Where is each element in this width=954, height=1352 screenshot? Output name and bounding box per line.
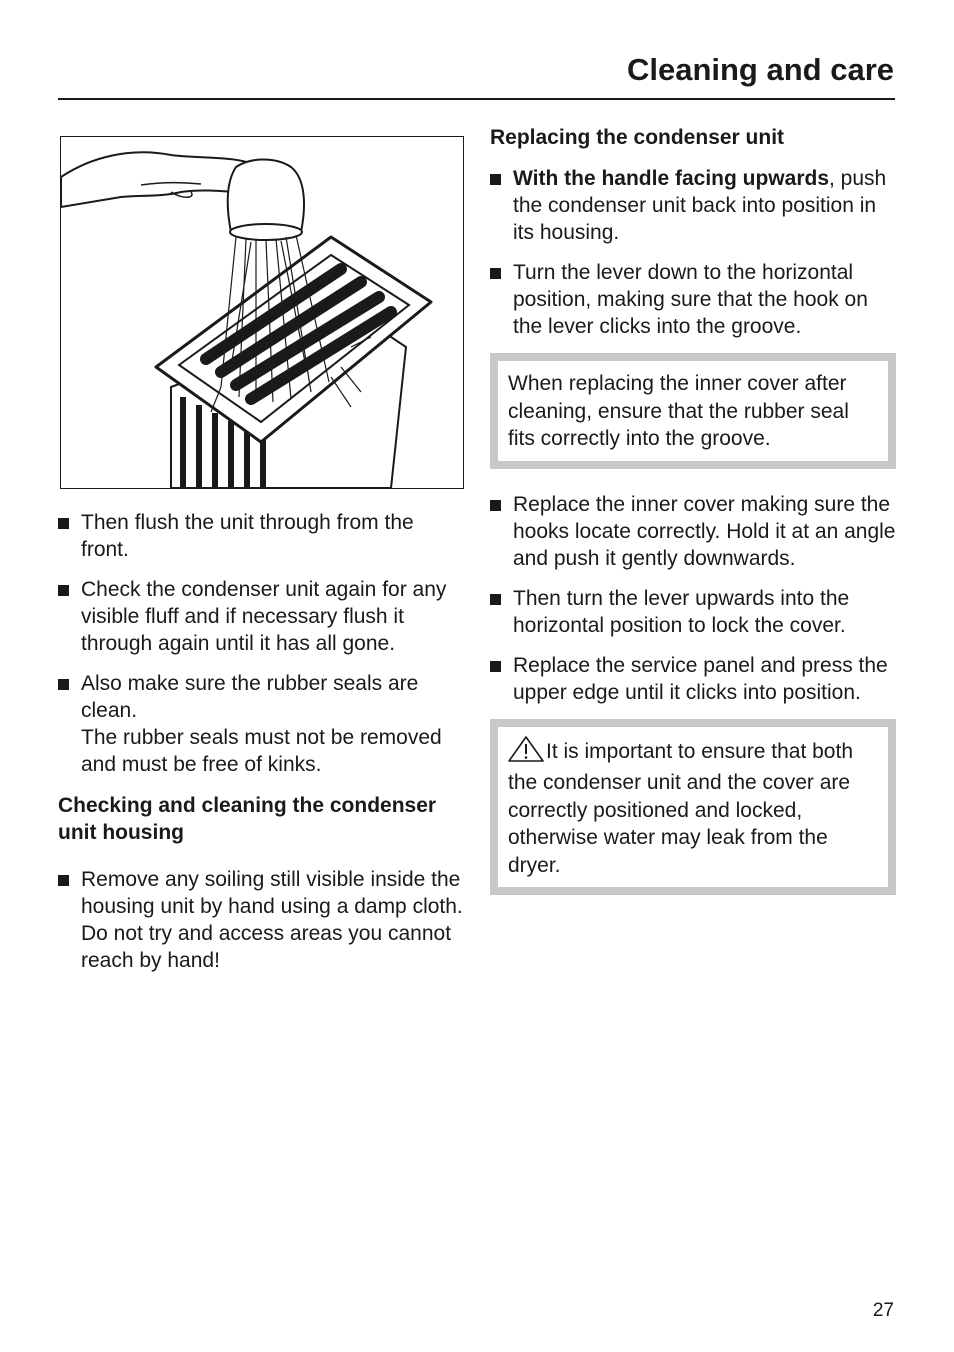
cover-steps-list: [490, 491, 896, 706]
list-item-text: Then turn the lever upwards into the horizontal position to lock the cover.: [513, 586, 850, 637]
replacing-subheading: Replacing the condenser unit: [490, 126, 785, 149]
list-item: [490, 585, 896, 639]
right-column: [490, 124, 896, 917]
page-number: 27: [872, 1300, 894, 1321]
list-item-text: , push the condenser unit back into position in its housing.: [513, 167, 887, 244]
list-item-text: The rubber seals must not be removed and must be free of kinks.: [81, 726, 442, 776]
list-item: [490, 259, 896, 340]
note-text: When replacing the inner cover after cleaning, ensure that the rubber seal fits correctly into the groove.: [508, 372, 849, 450]
illustration-svg: [61, 137, 463, 488]
left-column: [58, 136, 466, 987]
condenser-flushing-illustration: [60, 136, 464, 489]
list-item-text: Replace the service panel and press the upper edge until it clicks into position.: [513, 653, 888, 704]
warning-triangle-icon: [508, 736, 544, 770]
replace-steps-list: [490, 165, 896, 340]
warning-note: [490, 719, 896, 896]
list-item: [490, 491, 896, 572]
list-item-text: Turn the lever down to the horizontal position, making sure that the hook on the lever clicks into the groove.: [513, 261, 868, 338]
bullet-square-icon: [490, 661, 501, 672]
list-item: [58, 866, 466, 974]
bullet-square-icon: [58, 875, 69, 886]
flush-steps-list: [58, 509, 466, 778]
list-item-bold-text: With the handle facing upwards: [513, 167, 829, 190]
page-title: Cleaning and care: [626, 52, 894, 87]
list-item: [58, 509, 466, 563]
bullet-square-icon: [58, 585, 69, 596]
list-item-text: Replace the inner cover making sure the hooks locate correctly. Hold it at an angle and push it gently downwards.: [513, 492, 896, 570]
list-item-text: Then flush the unit through from the front.: [81, 511, 414, 561]
rubber-seal-note: [490, 353, 896, 469]
bullet-square-icon: [490, 500, 501, 511]
bullet-square-icon: [490, 594, 501, 605]
housing-steps-list: [58, 866, 466, 974]
list-item: [490, 652, 896, 706]
list-item-text: Also make sure the rubber seals are clean.: [81, 672, 419, 722]
warning-text: It is important to ensure that both the condenser unit and the cover are correctly positioned and locked, otherwise water may leak from the dryer.: [508, 739, 854, 877]
list-item: [490, 165, 896, 246]
bullet-square-icon: [58, 679, 69, 690]
bullet-square-icon: [490, 174, 501, 185]
housing-subheading: Checking and cleaning the condenser unit housing: [58, 794, 437, 844]
list-item: [58, 670, 466, 778]
bullet-square-icon: [58, 518, 69, 529]
list-item-text: Remove any soiling still visible inside the housing unit by hand using a damp cloth. Do not try and access areas you cannot reach by hand!: [81, 868, 463, 972]
header-rule: [58, 98, 895, 100]
list-item-text: Check the condenser unit again for any visible fluff and if necessary flush it through again until it has all gone.: [81, 578, 447, 655]
bullet-square-icon: [490, 268, 501, 279]
list-item: [58, 576, 466, 657]
